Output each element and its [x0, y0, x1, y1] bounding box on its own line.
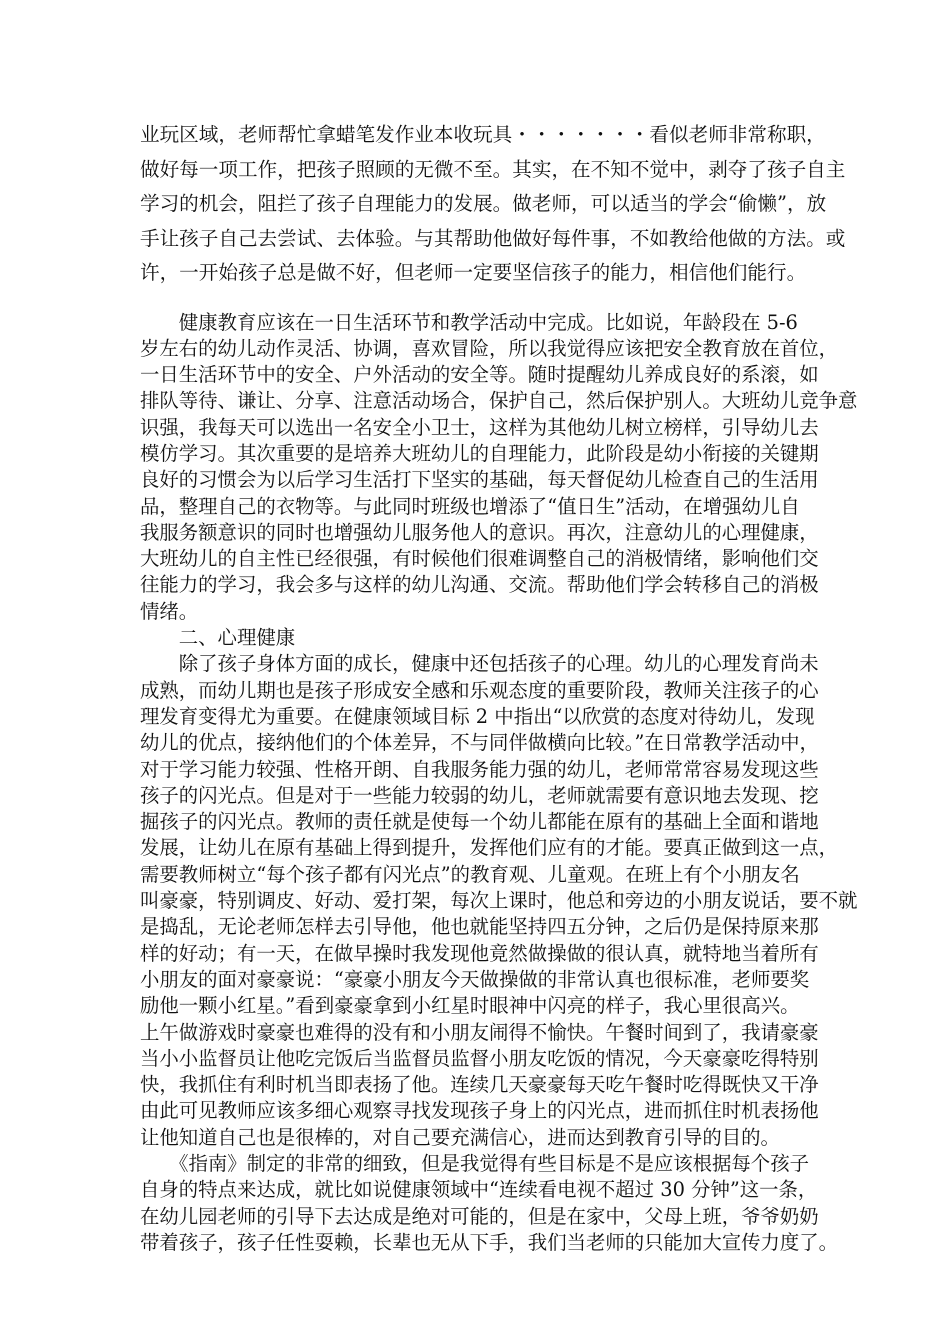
- text-line: 品，整理自己的衣物等。与此同时班级也增添了“值日生”活动，在增强幼儿自: [140, 494, 800, 518]
- text-line: 叫豪豪，特别调皮、好动、爱打架，每次上课时，他总和旁边的小朋友说话，要不就: [140, 889, 858, 913]
- text-line: 《指南》制定的非常的细致，但是我觉得有些目标是不是应该根据每个孩子: [140, 1152, 809, 1175]
- text-line: 许，一开始孩子总是做不好，但老师一定要坚信孩子的能力，相信他们能行。: [140, 261, 807, 284]
- document-page: [140, 118, 858, 1256]
- text-line: 对于学习能力较强、性格开朗、自我服务能力强的幼儿，老师常常容易发现这些: [140, 757, 819, 781]
- text-line: 成熟，而幼儿期也是孩子形成安全感和乐观态度的重要阶段，教师关注孩子的心: [140, 678, 819, 702]
- text-line: 识强，我每天可以选出一名安全小卫士，这样为其他幼儿树立榜样，引导幼儿去: [140, 415, 819, 439]
- text-line: 自身的特点来达成，就比如说健康领域中“连续看电视不超过 30 分钟”这一条，: [140, 1178, 818, 1202]
- text-line: 带着孩子，孩子任性耍赖，长辈也无从下手，我们当老师的只能加大宣传力度了。: [140, 1230, 839, 1254]
- paragraph-1: [140, 118, 846, 291]
- text-line: 样的好动；有一天，在做早操时我发现他竟然做操做的很认真，就特地当着所有: [140, 941, 819, 965]
- text-line: 往能力的学习，我会多与这样的幼儿沟通、交流。帮助他们学会转移自己的消极: [140, 573, 819, 597]
- text-line: 理发育变得尤为重要。在健康领域目标 2 中指出“以欣赏的态度对待幼儿，发现: [140, 704, 815, 728]
- paragraph-2: [140, 310, 858, 626]
- text-line: 业玩区域，老师帮忙拿蜡笔发作业本收玩具・・・・・・・看似老师非常称职，: [140, 123, 826, 146]
- paragraph-4: [140, 1151, 839, 1256]
- text-line: 大班幼儿的自主性已经很强，有时候他们很难调整自己的消极情绪，影响他们交: [140, 547, 819, 571]
- text-line: 是捣乱，无论老师怎样去引导他，他也就能坚持四五分钟，之后仍是保持原来那: [140, 915, 819, 939]
- text-line: 由此可见教师应该多细心观察寻找发现孩子身上的闪光点，进而抓住时机表扬他: [140, 1099, 819, 1123]
- text-line: 良好的习惯会为以后学习生活打下坚实的基础，每天督促幼儿检查自己的生活用: [140, 468, 819, 492]
- body-text: [140, 310, 858, 1257]
- text-line: 模仿学习。其次重要的是培养大班幼儿的自理能力，此阶段是幼小衔接的关键期: [140, 441, 819, 465]
- text-line: 幼儿的优点，接纳他们的个体差异，不与同伴做横向比较。”在日常教学活动中，: [140, 731, 819, 755]
- text-line: 上午做游戏时豪豪也难得的没有和小朋友闹得不愉快。午餐时间到了，我请豪豪: [140, 1020, 819, 1044]
- text-line: 学习的机会，阻拦了孩子自理能力的发展。做老师，可以适当的学会“偷懒”，放: [140, 192, 827, 215]
- text-line: 让他知道自己也是很棒的，对自己要充满信心，进而达到教育引导的目的。: [140, 1125, 780, 1149]
- text-line: 励他一颗小红星。”看到豪豪拿到小红星时眼神中闪亮的样子，我心里很高兴。: [140, 994, 800, 1018]
- text-line: 我服务额意识的同时也增强幼儿服务他人的意识。再次，注意幼儿的心理健康，: [140, 520, 819, 544]
- text-line: 岁左右的幼儿动作灵活、协调，喜欢冒险，所以我觉得应该把安全教育放在首位，: [140, 336, 839, 360]
- text-line: 掘孩子的闪光点。教师的责任就是使每一个幼儿都能在原有的基础上全面和谐地: [140, 810, 819, 834]
- paragraph-3: [140, 651, 858, 1151]
- text-line: 在幼儿园老师的引导下去达成是绝对可能的，但是在家中，父母上班，爷爷奶奶: [140, 1204, 819, 1228]
- text-line: 需要教师树立“每个孩子都有闪光点”的教育观、儿童观。在班上有个小朋友名: [140, 862, 800, 886]
- text-line: 一日生活环节中的安全、户外活动的安全等。随时提醒幼儿养成良好的系滚，如: [140, 363, 819, 387]
- text-line: 排队等待、谦让、分享、注意活动场合，保护自己，然后保护别人。大班幼儿竞争意: [140, 389, 858, 413]
- text-line: 除了孩子身体方面的成长，健康中还包括孩子的心理。幼儿的心理发育尚未: [140, 652, 819, 676]
- section-heading: 二、心理健康: [140, 626, 296, 650]
- text-line: 快，我抓住有利时机当即表扬了他。连续几天豪豪每天吃午餐时吃得既快又干净: [140, 1073, 819, 1097]
- text-line: 健康教育应该在一日生活环节和教学活动中完成。比如说，年龄段在 5-6: [140, 310, 798, 334]
- text-line: 小朋友的面对豪豪说：“豪豪小朋友今天做操做的非常认真也很标准，老师要奖: [140, 967, 810, 991]
- text-line: 情绪。: [140, 599, 199, 623]
- text-line: 做好每一项工作，把孩子照顾的无微不至。其实，在不知不觉中，剥夺了孩子自主: [140, 157, 846, 181]
- text-line: 手让孩子自己去尝试、去体验。与其帮助他做好每件事，不如教给他做的方法。或: [140, 226, 846, 250]
- text-line: 发展，让幼儿在原有基础上得到提升，发挥他们应有的才能。要真正做到这一点，: [140, 836, 839, 860]
- text-line: 当小小监督员让他吃完饭后当监督员监督小朋友吃饭的情况，今天豪豪吃得特别: [140, 1046, 819, 1070]
- text-line: 孩子的闪光点。但是对于一些能力较弱的幼儿，老师就需要有意识地去发现、挖: [140, 783, 819, 807]
